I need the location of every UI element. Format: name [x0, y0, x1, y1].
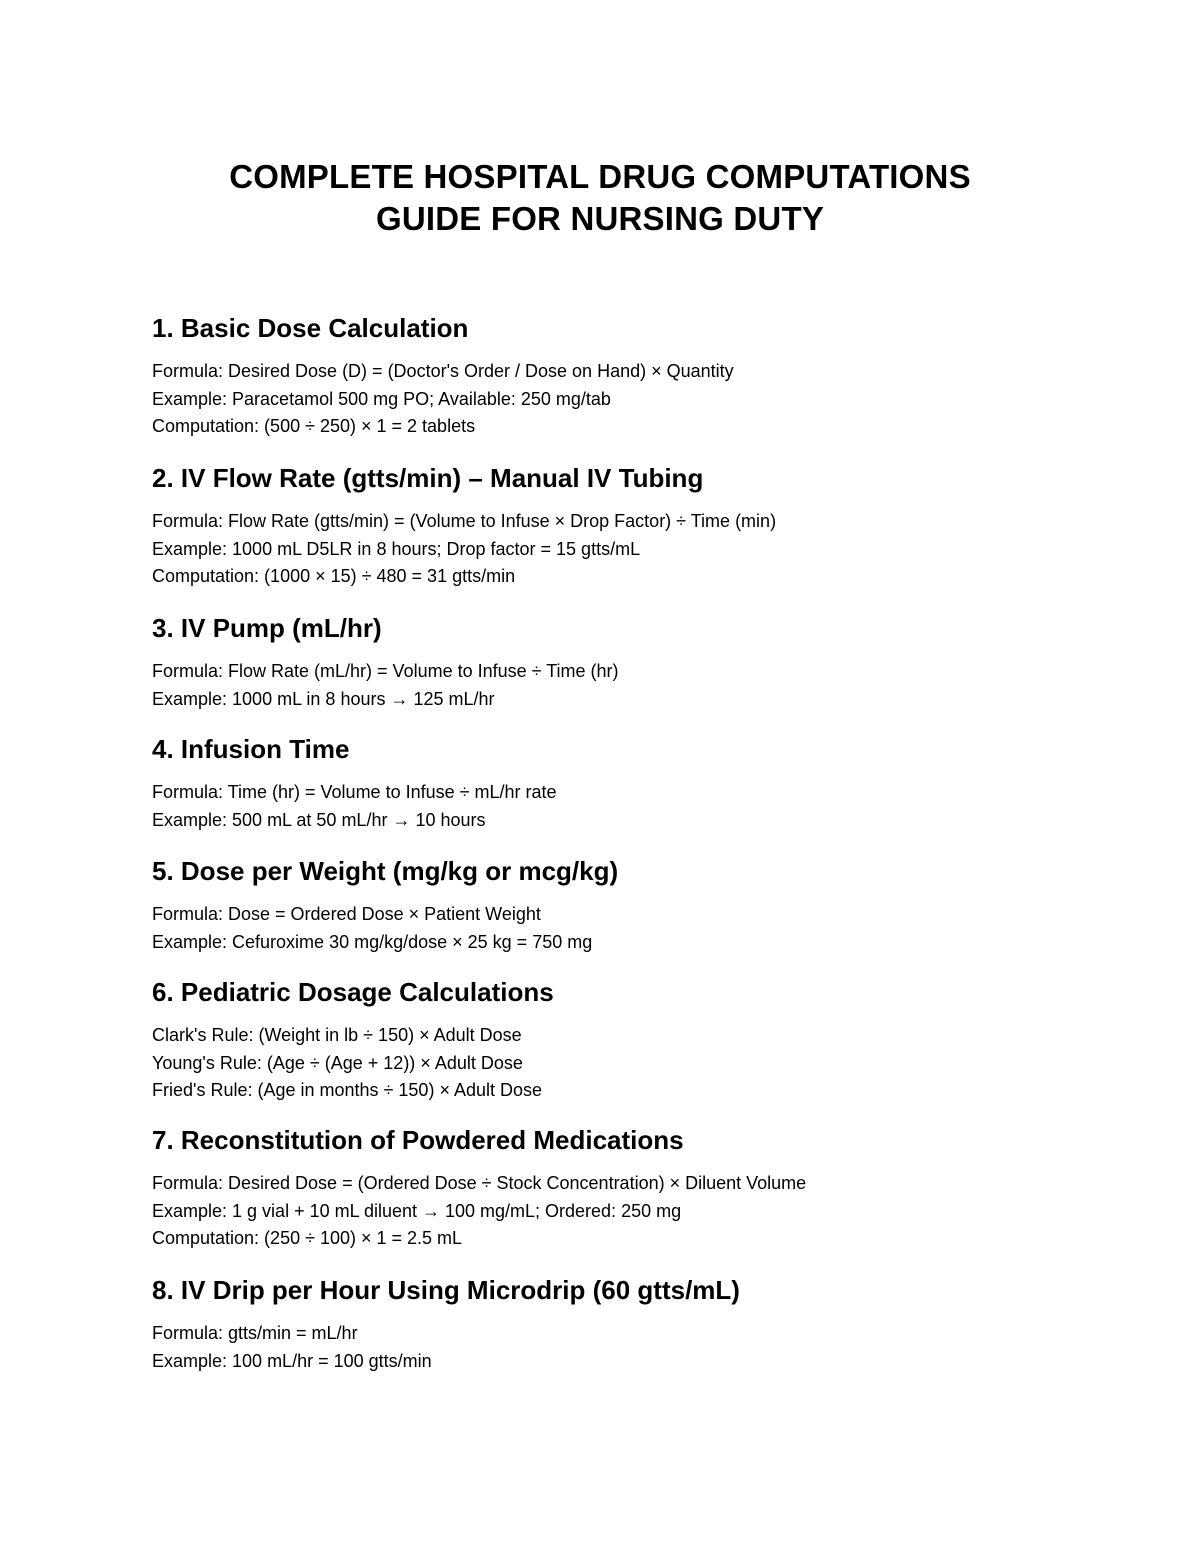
formula-line: Formula: Desired Dose = (Ordered Dose ÷ Stock Concentration) × Diluent Volume: [152, 1173, 807, 1193]
formula-line: Formula: Flow Rate (gtts/min) = (Volume to Infuse × Drop Factor) ÷ Time (min): [152, 511, 777, 531]
example-line: Example: 1000 mL in 8 hours → 125 mL/hr: [152, 688, 495, 709]
clarks-rule-line: Clark's Rule: (Weight in lb ÷ 150) × Adult Dose: [152, 1025, 522, 1045]
formula-line: Formula: Desired Dose (D) = (Doctor's Order / Dose on Hand) × Quantity: [152, 361, 734, 381]
section-pediatric-dosage: [152, 976, 1152, 1105]
section-heading: 6. Pediatric Dosage Calculations: [152, 977, 554, 1007]
section-heading: 4. Infusion Time: [152, 734, 350, 764]
section-heading: 5. Dose per Weight (mg/kg or mcg/kg): [152, 856, 619, 886]
example-line: Example: Cefuroxime 30 mg/kg/dose × 25 kg = 750 mg: [152, 931, 593, 952]
example-line: Example: 500 mL at 50 mL/hr → 10 hours: [152, 809, 486, 830]
formula-line: Formula: Time (hr) = Volume to Infuse ÷ mL/hr rate: [152, 782, 557, 802]
example-line: Example: 100 mL/hr = 100 gtts/min: [152, 1350, 432, 1371]
section-infusion-time: [152, 733, 1152, 834]
section-heading: 7. Reconstitution of Powdered Medications: [152, 1125, 684, 1155]
example-line: Example: Paracetamol 500 mg PO; Available: 250 mg/tab: [152, 388, 611, 409]
example-line: Example: 1000 mL D5LR in 8 hours; Drop factor = 15 gtts/mL: [152, 538, 641, 559]
example-line: Example: 1 g vial + 10 mL diluent → 100 mg/mL; Ordered: 250 mg: [152, 1200, 682, 1221]
formula-line: Formula: Flow Rate (mL/hr) = Volume to Infuse ÷ Time (hr): [152, 661, 619, 681]
title-line-1: COMPLETE HOSPITAL DRUG COMPUTATIONS: [229, 158, 971, 195]
section-microdrip: [152, 1274, 1152, 1375]
section-iv-flow-rate: [152, 462, 1152, 591]
youngs-rule-line: Young's Rule: (Age ÷ (Age + 12)) × Adult Dose: [152, 1052, 523, 1073]
section-iv-pump: [152, 612, 1152, 713]
computation-line: Computation: (250 ÷ 100) × 1 = 2.5 mL: [152, 1228, 463, 1248]
section-basic-dose: [152, 312, 1152, 441]
section-heading: 8. IV Drip per Hour Using Microdrip (60 gtts/mL): [152, 1275, 740, 1305]
section-heading: 1. Basic Dose Calculation: [152, 313, 469, 343]
section-dose-per-weight: [152, 855, 1152, 956]
formula-line: Formula: Dose = Ordered Dose × Patient Weight: [152, 904, 541, 924]
title-line-2: GUIDE FOR NURSING DUTY: [375, 200, 825, 237]
computation-line: Computation: (500 ÷ 250) × 1 = 2 tablets: [152, 416, 476, 436]
section-reconstitution: [152, 1124, 1152, 1253]
section-heading: 3. IV Pump (mL/hr): [152, 613, 382, 643]
frieds-rule-line: Fried's Rule: (Age in months ÷ 150) × Adult Dose: [152, 1080, 543, 1100]
computation-line: Computation: (1000 × 15) ÷ 480 = 31 gtts/min: [152, 566, 516, 586]
section-heading: 2. IV Flow Rate (gtts/min) – Manual IV Tubing: [152, 463, 704, 493]
document-title: [0, 156, 1200, 240]
formula-line: Formula: gtts/min = mL/hr: [152, 1323, 358, 1343]
